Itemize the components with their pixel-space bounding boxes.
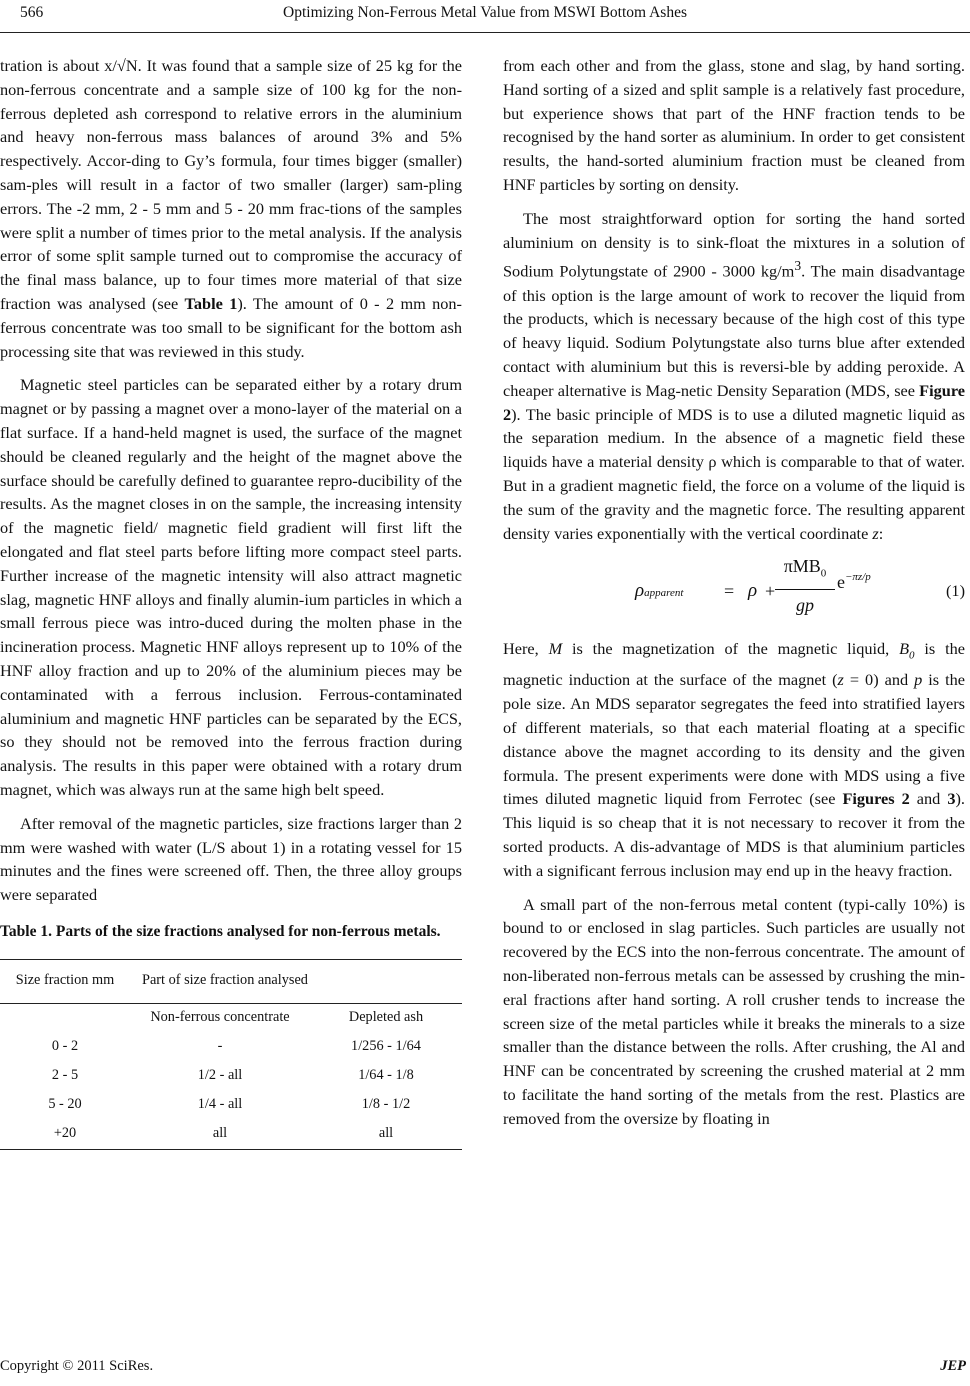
page-number: 566 [20, 4, 44, 21]
table-cell: 2 - 5 [51, 1067, 79, 1084]
equation-lhs: ρapparent [635, 580, 684, 602]
paragraph: from each other and from the glass, stone and slag, by hand sorting. Hand sorting of a sized and split sample is a relatively fast procedure, but experience shows that part of the HNF fraction tends to be recognised by the hand sorter as aluminium. In order to get consistent results, the hand-sorted aluminium fraction must be cleaned from HNF particles by sorting on density. [503, 56, 965, 194]
equation-exponential: $e^{-\pi z/p}$ [837, 571, 871, 593]
paragraph: Here, M is the magnetization of the magnetic liquid, $B_0$ is the magnetic induction at the surface of the magnet (z = 0) and p is the pole size. An MDS separator segregates the feed into stratified layers of different materials, so that each material floating at a specific distance above the magnet according to its density and the given formula. The present experiments were done with MDS using a five times diluted magnetic liquid from Ferrotec (see Figures 2 and 3). This liquid is so cheap that it is not necessary to recover it from the sorted products. A dis-advantage of MDS is that aluminium particles with a significant ferrous inclusion may end up in the heavy fraction. [503, 639, 965, 880]
table-cell [0, 1003, 130, 1033]
paragraph [503, 207, 965, 546]
table-header-row [0, 959, 462, 1003]
table-row [0, 1062, 462, 1091]
equation-fraction [775, 555, 835, 617]
table-cell: 1/64 - 1/8 [358, 1067, 414, 1084]
table-header-cell: Size fraction mm [0, 959, 130, 1003]
table-header-cell: Part of size fraction analysed [130, 959, 462, 1003]
table-cell: 0 - 2 [51, 1038, 79, 1055]
right-column [503, 54, 965, 1141]
paragraph: Magnetic steel particles can be separated either by a rotary drum magnet or by passing a magnet over a mono-layer of the material on a flat surface. If a hand-held magnet is used, the surface of the magnet should be cleaned regularly and the height of the magnet above the surface should be carefully defined to guarantee repro-ducibility of the results. As the magnet closes in on the sample, the increasing intensity of the magnetic field/ magnetic field gradient will first lift the elongated and flat steel parts before lifting more compact steel parts. Further increase of the magnetic intensity will also attract magnetic slag, magnetic HNF alloys and finally alumin-ium particles in which a small ferrous piece was intro-duced during the molten phase in the incineration process. Magnetic HNF alloys represent up to 10% of the HNF alloy fraction and up to 20% of the aluminium pieces may be contaminated with a ferrous inclusion. Ferrous-contaminated aluminium and magnetic HNF particles can be separated by the ECS, so they should not be removed into the ferrous fraction during analysis. The results in this paper were obtained with a rotary drum magnet, which was always run at the same high belt speed. [0, 375, 462, 799]
paragraph-text: ). The amount of 0 - 2 mm non-ferrous concentrate was too small to be significant for the bottom ash processing site that was reviewed in this study. [0, 293, 462, 361]
table-cell: 1/2 - all [197, 1067, 243, 1084]
equation-denominator: gp [796, 594, 814, 615]
table-row [0, 1033, 462, 1062]
running-title: Optimizing Non-Ferrous Metal Value from MSWI Bottom Ashes [283, 4, 687, 21]
figure-reference: 3 [947, 789, 956, 809]
table-subheader-row [0, 1003, 462, 1033]
footer-journal: JEP [940, 1358, 966, 1374]
table-subheader-cell: Non-ferrous concentrate [130, 1003, 310, 1033]
paragraph-text: . The main disadvantage of this option is the large amount of work to recover the liquid from the products, which is necessary because of the high cost of this type of heavy liquid. Sodium Polytungstate also turns blue after extended contact with aluminium but this is reversi-ble by adding peroxide. A cheaper alternative is Mag-netic Density Separation (MDS, see [503, 261, 965, 400]
equation-rho: ρ [748, 580, 758, 602]
equation-1 [503, 555, 965, 629]
equation-numerator: πMB$_0$ [775, 555, 835, 589]
paragraph [0, 54, 462, 363]
left-column [0, 54, 462, 1150]
table-cell: 5 - 20 [48, 1096, 82, 1113]
table-cell: - [217, 1038, 223, 1055]
paragraph: After removal of the magnetic particles, size fractions larger than 2 mm were washed with water (L/S about 1) in a rotating vessel for 15 minutes and the fines were screened off. Then, the three alloy groups were separated [0, 813, 462, 905]
variable: z [872, 523, 879, 543]
superscript: 3 [794, 258, 802, 274]
table-cell: all [130, 1120, 310, 1150]
header-rule [0, 32, 970, 33]
figure-reference: Figure 2 [503, 380, 965, 424]
equation-plus: + [765, 581, 776, 602]
size-fraction-table [0, 959, 462, 1150]
table-caption: Table 1. Parts of the size fractions analysed for non-ferrous metals. [0, 922, 441, 940]
table-row [0, 1120, 462, 1150]
table-cell: 1/4 - all [197, 1096, 243, 1113]
paragraph-text: ). The basic principle of MDS is to use a diluted magnetic liquid as the separation medium. In the absence of a magnetic field these liquids have a material density ρ which is comparable to that of water. But in a gradient magnetic field, the force on a volume of the liquid is the sum of the gravity and the magnetic force. The resulting apparent density varies exponentially with the vertical coordinate [503, 404, 965, 543]
table-reference: Table 1 [184, 293, 238, 313]
paragraph: A small part of the non-ferrous metal content (typi-cally 10%) is bound to or enclosed in slag particles. Such particles are usually not recovered by the ECS into the non-ferrous concentrate. The amount of non-liberated non-ferrous metals can be assessed by crushing the min-eral fractions after hand sorting. A roll crusher tends to increase the screen size of the metal particles while it breaks the minerals to a size smaller than the distance between the rolls. After crushing, the Al and HNF can be concentrated by screening the crushed material at 2 mm to facilitate the hand sorting of the metals from the rest. Plastics are removed from the oversize by floating in [503, 894, 965, 1128]
table-cell: 1/8 - 1/2 [361, 1096, 411, 1113]
table-subheader-cell: Depleted ash [310, 1003, 462, 1033]
footer-copyright: Copyright © 2011 SciRes. [0, 1358, 154, 1374]
table-cell: all [310, 1120, 462, 1150]
table-row [0, 1091, 462, 1120]
paragraph-text: tration is about x/√N. It was found that a sample size of 25 kg for the non-ferrous concentrate and a sample size of 100 kg for the non-ferrous depleted ash correspond to relative errors in the aluminium and heavy non-ferrous mass balances of around 3% and 5% respectively. Accor-ding to Gy’s formula, four times bigger (smaller) sam-ples will result in a factor of two smaller (larger) sam-pling errors. The -2 mm, 2 - 5 mm and 5 - 20 mm frac-tions of the samples were split a number of times prior to the metal analysis. If the analysis error of some split sample turned out to compromise the accuracy of the final mass balance, up to four times more material of that size fraction was analysed (see [0, 56, 462, 313]
equation-equals: = [724, 581, 735, 602]
equation-number: (1) [946, 581, 965, 601]
table-cell: 1/256 - 1/64 [351, 1038, 421, 1055]
figure-reference: Figures 2 [842, 789, 910, 809]
paragraph-text: The most straightforward option for sorting the hand sorted aluminium on density is to sink-float the mixtures in a solution of Sodium Polytungstate of 2900 - 3000 kg/m [503, 208, 965, 281]
table-cell: +20 [0, 1120, 130, 1150]
paragraph-text: : [878, 523, 884, 543]
